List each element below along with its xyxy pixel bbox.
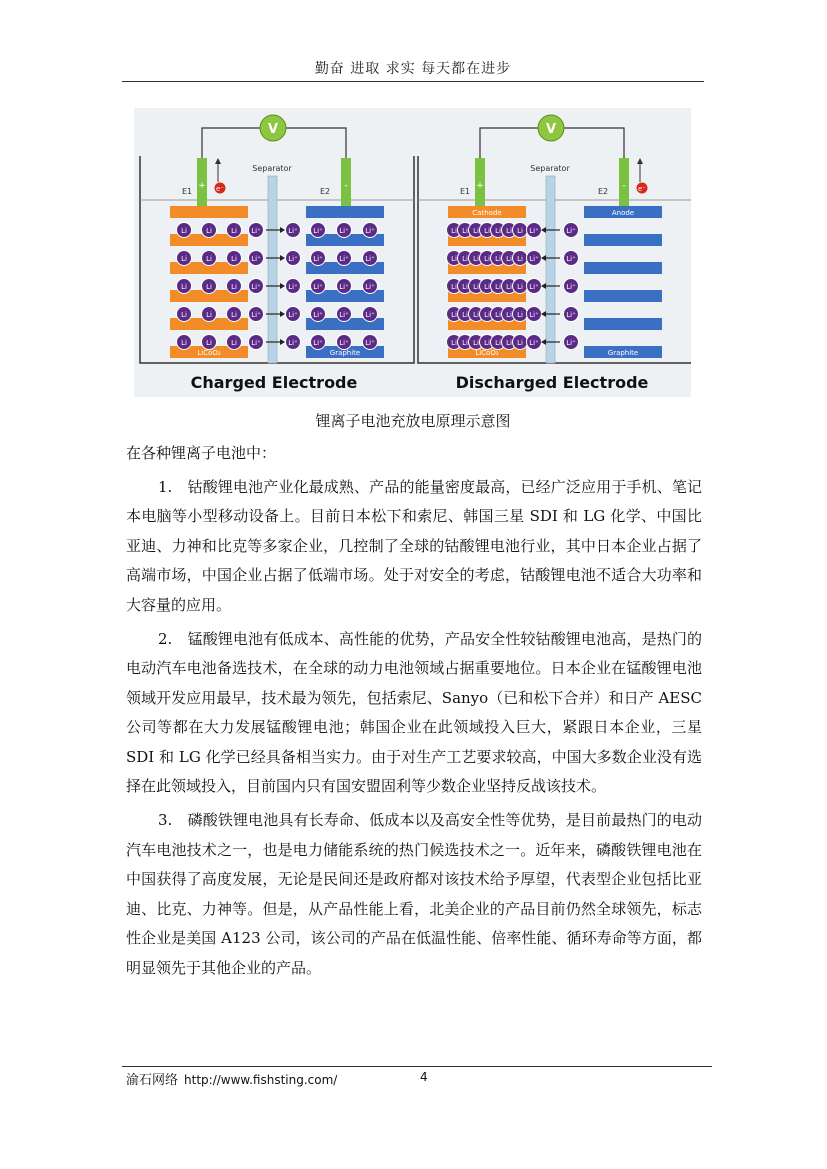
separator-label: Separator xyxy=(530,164,570,173)
li-ion-label: Li⁺ xyxy=(313,227,323,235)
li-ion-label: Li xyxy=(506,311,512,319)
li-ion-moving-label: Li⁺ xyxy=(251,311,261,319)
li-ion-label: Li xyxy=(206,227,212,235)
li-ion-label: Li⁺ xyxy=(365,311,375,319)
li-ion-label: Li xyxy=(206,283,212,291)
footer-url-link[interactable]: http://www.fishsting.com/ xyxy=(184,1073,338,1087)
minus-sign: - xyxy=(622,181,626,191)
discharged-title: Discharged Electrode xyxy=(455,373,649,392)
li-ion-moving-label: Li⁺ xyxy=(288,339,298,347)
li-ion-label: Li xyxy=(451,311,457,319)
li-ion-label: Li xyxy=(206,311,212,319)
li-ion-label: Li xyxy=(517,255,523,263)
li-ion-label: Li xyxy=(506,227,512,235)
li-ion-label: Li xyxy=(484,311,490,319)
anode-bottom-label: Graphite xyxy=(607,349,639,357)
charged-title: Charged Electrode xyxy=(190,373,358,392)
voltmeter-label: V xyxy=(545,122,557,137)
li-ion-label: Li xyxy=(473,283,479,291)
li-ion-moving-label: Li⁺ xyxy=(288,311,298,319)
figure-caption: 锂离子电池充放电原理示意图 xyxy=(315,412,511,430)
paragraph-manganese: 2. 锰酸锂电池有低成本、高性能的优势，产品安全性较钴酸锂电池高，是热门的电动汽车电池备选技术，在全球的动力电池领域占据重要地位。日本企业在锰酸锂电池领域开发应用最早，技术最为领先，包括索尼、Sanyo（已和松下合并）和日产 AESC 公司等都在大力发展锰酸锂电池；韩国企业在此领域投入巨大，紧跟日本企业，三星 SDI 和 LG 化学已经具备相当实力。由于对生产工艺要求较高，中国大多数企业没有选择在此领域投入，目前国内只有国安盟固利等少数企业坚持反战该技术。 xyxy=(126,630,702,796)
e2-label: E2 xyxy=(598,187,609,196)
anode-layer xyxy=(306,206,384,218)
li-ion-label: Li xyxy=(517,339,523,347)
cathode-top-label: Cathode xyxy=(472,209,502,217)
electron-label: e⁻ xyxy=(215,185,225,193)
li-ion-moving-label: Li⁺ xyxy=(251,283,261,291)
li-ion-label: Li xyxy=(484,339,490,347)
li-ion-label: Li xyxy=(462,283,468,291)
li-ion-label: Li xyxy=(517,283,523,291)
li-ion-label: Li xyxy=(462,339,468,347)
li-ion-label: Li xyxy=(462,227,468,235)
li-ion-label: Li xyxy=(495,255,501,263)
paragraph-iron-phosphate: 3. 磷酸铁锂电池具有长寿命、低成本以及高安全性等优势，是目前最热门的电动汽车电池技术之一，也是电力储能系统的热门候选技术之一。近年来，磷酸铁锂电池在中国获得了高度发展，无论是民间还是政府都对该技术给予厚望，代表型企业包括比亚迪、比克、力神等。但是，从产品性能上看，北美企业的产品目前仍然全球领先，标志性企业是美国 A123 公司，该公司的产品在低温性能、倍率性能、循环寿命等方面，都明显领先于其他企业的产品。 xyxy=(126,811,702,977)
li-ion-label: Li xyxy=(181,339,187,347)
li-ion-label: Li⁺ xyxy=(339,255,349,263)
li-ion-moving-label: Li⁺ xyxy=(288,227,298,235)
li-ion-label: Li xyxy=(484,283,490,291)
li-ion-moving-label: Li⁺ xyxy=(566,255,576,263)
page-number: 4 xyxy=(420,1070,428,1084)
battery-diagram xyxy=(134,108,691,397)
li-ion-label: Li xyxy=(484,255,490,263)
li-ion-label: Li xyxy=(462,255,468,263)
page-header: 勤奋 进取 求实 每天都在进步 xyxy=(314,61,512,77)
cathode-bottom-label: LiCoO₂ xyxy=(475,349,499,357)
li-ion-label: Li xyxy=(181,283,187,291)
li-ion-label: Li xyxy=(517,227,523,235)
cathode-bottom-label: LiCoO₂ xyxy=(197,349,221,357)
li-ion-label: Li xyxy=(495,283,501,291)
plus-sign: + xyxy=(476,181,484,191)
li-ion-moving-label: Li⁺ xyxy=(529,283,539,291)
li-ion-label: Li⁺ xyxy=(365,227,375,235)
li-ion-label: Li xyxy=(484,227,490,235)
li-ion-moving-label: Li⁺ xyxy=(566,227,576,235)
anode-layer xyxy=(584,318,662,330)
cathode-layer xyxy=(170,206,248,218)
li-ion-label: Li xyxy=(231,339,237,347)
battery-diagram-svg xyxy=(134,108,691,397)
li-ion-label: Li xyxy=(231,283,237,291)
li-ion-label: Li xyxy=(473,255,479,263)
body-text xyxy=(126,473,702,988)
li-ion-moving-label: Li⁺ xyxy=(529,339,539,347)
li-ion-moving-label: Li⁺ xyxy=(251,227,261,235)
li-ion-label: Li xyxy=(231,227,237,235)
separator-label: Separator xyxy=(252,164,292,173)
li-ion-label: Li⁺ xyxy=(313,283,323,291)
li-ion-label: Li xyxy=(451,227,457,235)
anode-bottom-label: Graphite xyxy=(329,349,361,357)
li-ion-label: Li⁺ xyxy=(339,283,349,291)
li-ion-label: Li⁺ xyxy=(365,255,375,263)
page-footer xyxy=(126,1069,337,1088)
minus-sign: - xyxy=(344,181,348,191)
e1-label: E1 xyxy=(460,187,471,196)
li-ion-label: Li xyxy=(473,339,479,347)
e2-label: E2 xyxy=(320,187,331,196)
e1-label: E1 xyxy=(182,187,193,196)
li-ion-label: Li xyxy=(231,255,237,263)
li-ion-moving-label: Li⁺ xyxy=(529,227,539,235)
footer-divider xyxy=(122,1066,712,1067)
anode-top-label: Anode xyxy=(611,209,635,217)
li-ion-moving-label: Li⁺ xyxy=(288,255,298,263)
li-ion-moving-label: Li⁺ xyxy=(529,311,539,319)
li-ion-label: Li xyxy=(495,311,501,319)
li-ion-moving-label: Li⁺ xyxy=(251,339,261,347)
li-ion-label: Li xyxy=(473,227,479,235)
li-ion-label: Li xyxy=(451,283,457,291)
separator-membrane xyxy=(546,176,555,363)
li-ion-label: Li⁺ xyxy=(313,311,323,319)
anode-layer xyxy=(584,262,662,274)
li-ion-label: Li⁺ xyxy=(313,255,323,263)
li-ion-label: Li xyxy=(473,311,479,319)
li-ion-label: Li xyxy=(495,227,501,235)
li-ion-label: Li xyxy=(206,339,212,347)
header-divider xyxy=(122,81,704,82)
electron-label: e⁻ xyxy=(637,185,647,193)
li-ion-moving-label: Li⁺ xyxy=(566,283,576,291)
li-ion-moving-label: Li⁺ xyxy=(566,311,576,319)
footer-site: 渝石网络 xyxy=(126,1073,179,1088)
li-ion-moving-label: Li⁺ xyxy=(288,283,298,291)
li-ion-label: Li⁺ xyxy=(339,339,349,347)
intro-text: 在各种锂离子电池中： xyxy=(126,444,277,462)
li-ion-label: Li xyxy=(517,311,523,319)
li-ion-label: Li xyxy=(181,255,187,263)
li-ion-label: Li xyxy=(181,227,187,235)
li-ion-label: Li⁺ xyxy=(339,311,349,319)
li-ion-label: Li xyxy=(495,339,501,347)
voltmeter-label: V xyxy=(267,122,279,137)
plus-sign: + xyxy=(198,181,206,191)
separator-membrane xyxy=(268,176,277,363)
li-ion-label: Li xyxy=(181,311,187,319)
anode-layer xyxy=(584,234,662,246)
li-ion-label: Li xyxy=(506,255,512,263)
li-ion-label: Li xyxy=(506,283,512,291)
li-ion-label: Li⁺ xyxy=(365,283,375,291)
li-ion-label: Li⁺ xyxy=(313,339,323,347)
li-ion-moving-label: Li⁺ xyxy=(251,255,261,263)
li-ion-label: Li xyxy=(231,311,237,319)
li-ion-label: Li⁺ xyxy=(339,227,349,235)
li-ion-label: Li xyxy=(451,339,457,347)
li-ion-label: Li xyxy=(206,255,212,263)
li-ion-label: Li⁺ xyxy=(365,339,375,347)
paragraph-cobalt: 1. 钴酸锂电池产业化最成熟、产品的能量密度最高，已经广泛应用于手机、笔记本电脑等小型移动设备上。目前日本松下和索尼、韩国三星 SDI 和 LG 化学、中国比亚迪、力神和比克等多家企业，几控制了全球的钴酸锂电池行业，其中日本企业占据了高端市场，中国企业占据了低端市场。处于对安全的考虑，钴酸锂电池不适合大功率和大容量的应用。 xyxy=(126,478,702,614)
li-ion-label: Li xyxy=(506,339,512,347)
anode-layer xyxy=(584,290,662,302)
li-ion-moving-label: Li⁺ xyxy=(566,339,576,347)
li-ion-label: Li xyxy=(462,311,468,319)
li-ion-moving-label: Li⁺ xyxy=(529,255,539,263)
li-ion-label: Li xyxy=(451,255,457,263)
